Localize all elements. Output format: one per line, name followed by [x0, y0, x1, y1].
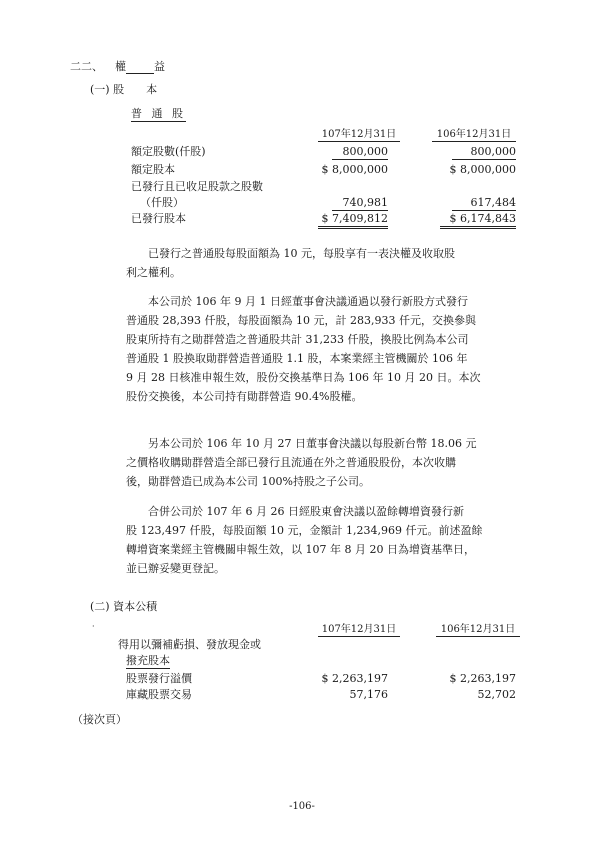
- paragraph-line: 並已辦妥變更登記。: [126, 562, 225, 575]
- paragraph-share-exchange: [126, 292, 518, 406]
- paragraph-line: 之價格收購勛群營造全部已發行且流通在外之普通股股份，本次收購: [126, 456, 456, 469]
- share-col-header-2017: 106年12月31日: [432, 128, 516, 142]
- surplus-col-header-2017: 106年12月31日: [436, 623, 520, 637]
- paragraph-acquisition: [126, 434, 518, 491]
- authorized-capital-2018: $ 8,000,000: [321, 163, 388, 176]
- row-label-treasury-stock: 庫藏股票交易: [126, 688, 192, 701]
- row-label-issued-shares: 已發行且已收足股款之股數: [131, 180, 263, 193]
- treasury-stock-2017: 52,702: [477, 688, 516, 701]
- issued-shares-2017: 617,484: [452, 196, 516, 211]
- paragraph-line: 已發行之普通股每股面額為 10 元，每股享有一表決權及收取股: [148, 247, 455, 260]
- paragraph-line: 普通股 1 股換取勛群營造普通股 1.1 股，本案業經主管機關於 106 年: [126, 352, 468, 365]
- share-premium-2018: $ 2,263,197: [321, 672, 388, 685]
- section-title-char-1: 權: [115, 60, 126, 73]
- dot-mark: ·: [92, 622, 95, 631]
- share-col-header-2018: 107年12月31日: [318, 128, 400, 142]
- surplus-group-label-line-1: 得用以彌補虧損、發放現金或: [118, 638, 261, 651]
- common-stock-subheading: 普 通 股: [131, 107, 186, 120]
- row-label-issued-capital: 已發行股本: [131, 212, 186, 225]
- paragraph-line: 9 月 28 日核准申報生效，股份交換基準日為 106 年 10 月 20 日。本次: [126, 371, 481, 384]
- row-label-authorized-shares: 額定股數(仟股): [131, 145, 206, 158]
- surplus-col-header-2018: 107年12月31日: [318, 623, 400, 637]
- issued-capital-2017: $ 6,174,843: [440, 212, 516, 229]
- row-label-authorized-capital: 額定股本: [131, 163, 175, 176]
- authorized-shares-2017: 800,000: [452, 145, 516, 160]
- title-underline: [126, 62, 154, 74]
- paragraph-line: 合併公司於 107 年 6 月 26 日經股東會決議以盈餘轉增資發行新: [148, 505, 464, 518]
- section-number: 二二、: [70, 60, 103, 73]
- share-premium-2017: $ 2,263,197: [449, 672, 516, 685]
- paragraph-line: 股份交換後，本公司持有勛群營造 90.4%股權。: [126, 390, 363, 403]
- paragraph-line: 後，勛群營造已成為本公司 100%持股之子公司。: [126, 475, 370, 488]
- paragraph-capitalization: [126, 502, 518, 578]
- paragraph-line: 本公司於 106 年 9 月 1 日經董事會決議通過以發行新股方式發行: [148, 295, 468, 308]
- capital-surplus-heading: (二) 資本公積: [90, 600, 158, 613]
- issued-capital-2018: $ 7,409,812: [318, 212, 388, 229]
- row-label-thousand-shares: （仟股）: [140, 196, 184, 209]
- paragraph-line: 轉增資案業經主管機關申報生效，以 107 年 8 月 20 日為增資基準日，: [126, 543, 475, 556]
- paragraph-line: 股東所持有之勛群營造之普通股共計 31,233 仟股，換股比例為本公司: [126, 333, 469, 346]
- row-label-share-premium: 股票發行溢價: [126, 672, 192, 685]
- paragraph-line: 股 123,497 仟股，每股面額 10 元，金額計 1,234,969 仟元。前述盈餘: [126, 524, 483, 537]
- authorized-capital-2017: $ 8,000,000: [449, 163, 516, 176]
- paragraph-par-value: [126, 244, 518, 282]
- issued-shares-2018: 740,981: [332, 196, 388, 211]
- surplus-group-label-line-2: 撥充股本: [126, 654, 170, 667]
- treasury-stock-2018: 57,176: [349, 688, 388, 701]
- continued-next-page-note: （接次頁）: [72, 713, 127, 726]
- paragraph-line: 利之權利。: [126, 266, 181, 279]
- authorized-shares-2018: 800,000: [332, 145, 388, 160]
- section-title-char-2: 益: [154, 60, 165, 73]
- page-number: -106-: [289, 801, 315, 812]
- share-capital-heading: (一) 股 本: [90, 83, 158, 96]
- paragraph-line: 另本公司於 106 年 10 月 27 日董事會決議以每股新台幣 18.06 元: [148, 437, 477, 450]
- section-title: [115, 60, 167, 74]
- paragraph-line: 普通股 28,393 仟股，每股面額為 10 元，計 283,933 仟元，交換參與: [126, 314, 476, 327]
